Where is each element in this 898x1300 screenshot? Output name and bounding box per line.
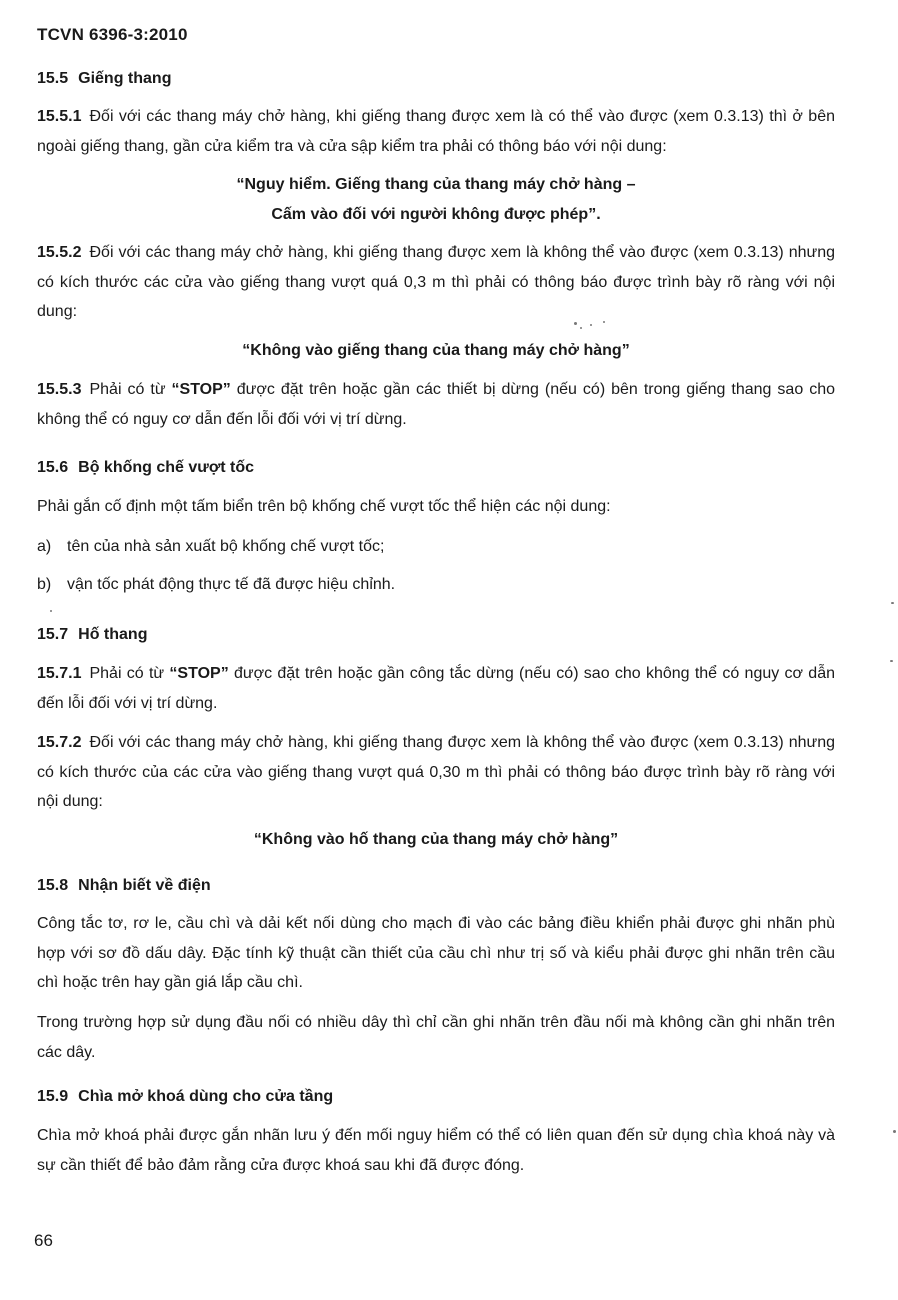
scan-speck <box>50 610 52 612</box>
notice-15-5-2 <box>37 336 835 366</box>
heading-text: Chìa mở khoá dùng cho cửa tầng <box>78 1088 334 1105</box>
clause-number: 15.5.1 <box>37 108 82 125</box>
heading-number: 15.6 <box>37 459 69 476</box>
clause-text-pre: Phải có từ <box>89 381 172 398</box>
clause-number: 15.7.1 <box>37 665 82 682</box>
stop-word: “STOP” <box>171 381 231 398</box>
section-15-8-heading <box>37 871 835 900</box>
list-item-text: vận tốc phát động thực tế đã được hiệu chỉnh. <box>67 576 396 593</box>
heading-number: 15.5 <box>37 70 69 87</box>
notice-line-1: “Nguy hiểm. Giếng thang của thang máy chở hàng – <box>236 176 636 193</box>
section-15-6-intro <box>37 492 835 522</box>
stop-word: “STOP” <box>169 665 229 682</box>
clause-text: Đối với các thang máy chở hàng, khi giếng thang được xem là không thể vào được (xem 0.3.13) nhưng có kích thước của các cửa vào giếng thang vượt quá 0,30 m thì phải có thông báo được trình bày rõ ràng với nội dung: <box>37 734 835 810</box>
heading-text: Hố thang <box>78 626 148 643</box>
notice-text: “Không vào giếng thang của thang máy chở hàng” <box>242 342 630 359</box>
section-15-8-paragraph-2 <box>37 1008 835 1067</box>
clause-15-5-1 <box>37 102 835 161</box>
section-15-5-heading <box>37 64 835 93</box>
heading-text: Bộ khống chế vượt tốc <box>78 459 254 476</box>
clause-text: Đối với các thang máy chở hàng, khi giếng thang được xem là có thể vào được (xem 0.3.13) thì ở bên ngoài giếng thang, gần cửa kiểm tra và cửa sập kiểm tra phải có thông báo với nội dung: <box>37 108 835 155</box>
heading-number: 15.7 <box>37 626 69 643</box>
scan-speck <box>893 1130 896 1133</box>
clause-text-post: được đặt trên hoặc gần các thiết bị dừng (nếu có) bên trong giếng thang sao cho không thể có nguy cơ dẫn đến lỗi đối với vị trí dừng. <box>37 381 835 428</box>
heading-text: Nhận biết về điện <box>78 877 211 894</box>
clause-number: 15.5.2 <box>37 244 82 261</box>
scan-speck <box>590 324 592 326</box>
notice-15-5-1 <box>37 170 835 230</box>
clause-15-5-2 <box>37 238 835 327</box>
paragraph-text: Chìa mở khoá phải được gắn nhãn lưu ý đến mối nguy hiểm có thể có liên quan đến sử dụng chìa khoá này và sự cần thiết để bảo đảm rằng cửa được khoá sau khi đã được đóng. <box>37 1127 835 1174</box>
heading-text: Giếng thang <box>78 70 172 87</box>
section-15-7-heading <box>37 620 835 649</box>
clause-text-post: được đặt trên hoặc gần công tắc dừng (nếu có) sao cho không thể có nguy cơ dẫn đến lỗi đối với vị trí dừng. <box>37 665 835 712</box>
paragraph-text: Trong trường hợp sử dụng đầu nối có nhiều dây thì chỉ cần ghi nhãn trên đầu nối mà không cần ghi nhãn trên các dây. <box>37 1014 835 1061</box>
section-15-8-paragraph-1 <box>37 909 835 998</box>
notice-15-7-2 <box>37 825 835 855</box>
clause-15-7-2 <box>37 728 835 817</box>
clause-text: Đối với các thang máy chở hàng, khi giếng thang được xem là không thể vào được (xem 0.3.13) nhưng có kích thước các cửa vào giếng thang vượt quá 0,3 m thì phải có thông báo được trình bày rõ ràng với nội dung: <box>37 244 835 320</box>
page-number: 66 <box>34 1231 53 1250</box>
clause-number: 15.7.2 <box>37 734 82 751</box>
scan-speck <box>891 602 894 604</box>
clause-text-pre: Phải có từ <box>89 665 170 682</box>
intro-text: Phải gắn cố định một tấm biển trên bộ khống chế vượt tốc thể hiện các nội dung: <box>37 498 611 515</box>
section-15-6-heading <box>37 453 835 482</box>
clause-15-5-3 <box>37 375 835 434</box>
scan-speck <box>574 322 577 325</box>
heading-number: 15.8 <box>37 877 69 894</box>
heading-number: 15.9 <box>37 1088 69 1105</box>
clause-number: 15.5.3 <box>37 381 82 398</box>
list-item-label: b) <box>37 576 52 593</box>
scan-speck <box>890 660 893 662</box>
section-15-9-paragraph <box>37 1121 835 1180</box>
list-item <box>37 570 835 599</box>
section-15-9-heading <box>37 1082 835 1111</box>
notice-text: “Không vào hố thang của thang máy chở hàng” <box>253 831 619 848</box>
list-item-label: a) <box>37 538 52 555</box>
paragraph-text: Công tắc tơ, rơ le, cầu chì và dải kết nối dùng cho mạch đi vào các bảng điều khiển phải được ghi nhãn phù hợp với sơ đồ dấu dây. Đặc tính kỹ thuật cần thiết của cầu chì như trị số và kiểu phải được ghi nhãn trên cầu chì hoặc trên hay gần giá lắp cầu chì. <box>37 915 835 991</box>
document-code: TCVN 6396-3:2010 <box>37 25 188 44</box>
clause-15-7-1 <box>37 659 835 718</box>
scan-speck <box>603 321 605 323</box>
list-item-text: tên của nhà sản xuất bộ khống chế vượt tốc; <box>67 538 385 555</box>
list-item <box>37 532 835 561</box>
scan-speck <box>580 327 582 329</box>
notice-line-2: Cấm vào đối với người không được phép”. <box>271 206 601 223</box>
